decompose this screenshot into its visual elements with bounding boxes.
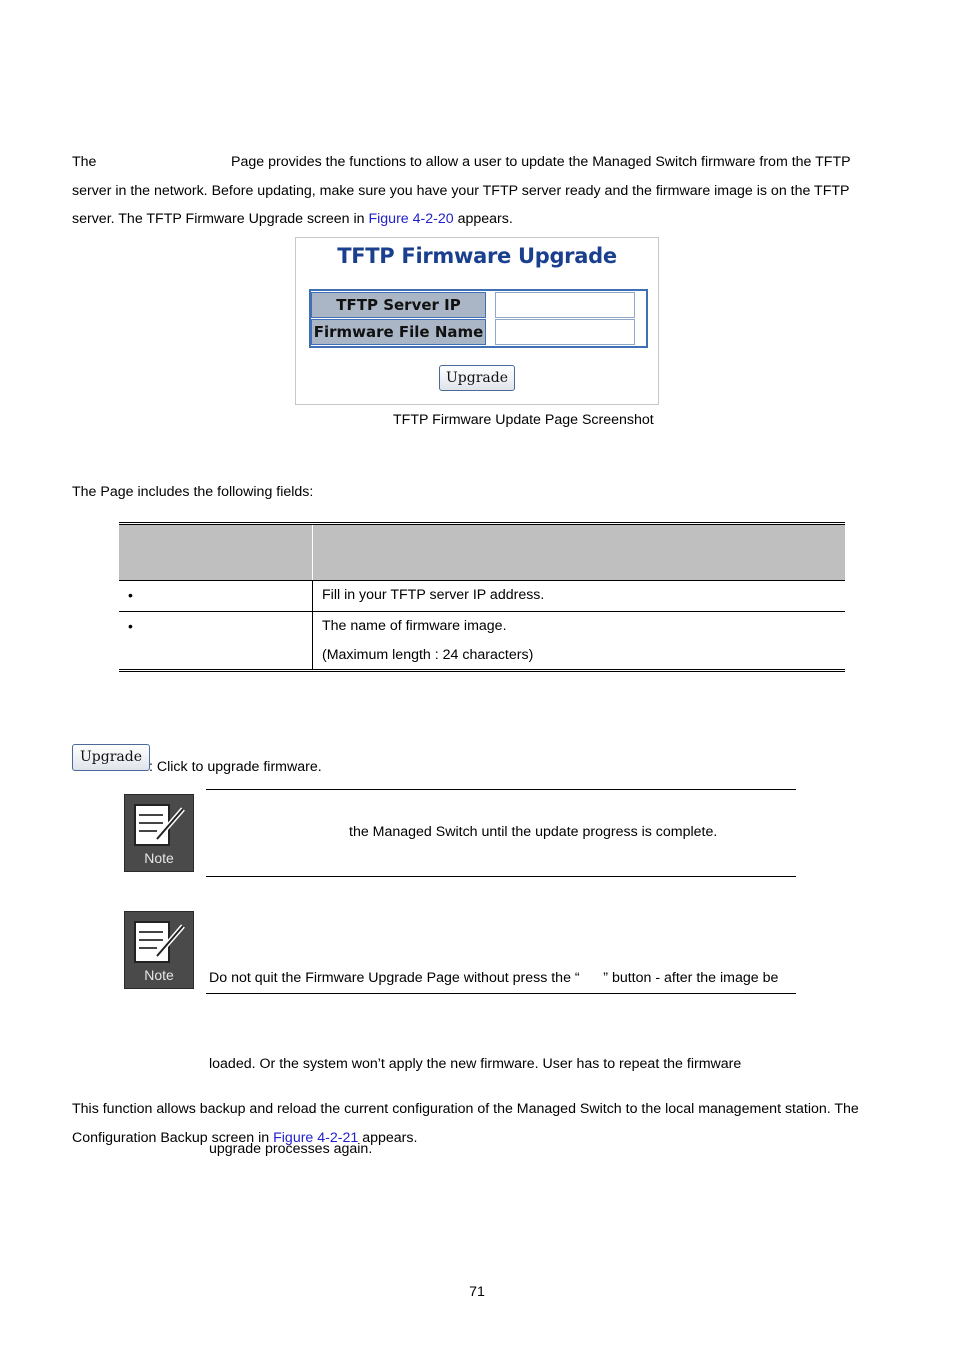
fields-table — [119, 522, 845, 672]
intro-text: server in the network. Before updating, make sure you have your TFTP server ready and the firmware image is on the TFTP — [72, 182, 850, 199]
note-icon-label: Note — [144, 850, 174, 866]
intro-text: server. The TFTP Firmware Upgrade screen in — [72, 211, 369, 227]
upgrade-button-description: : Click to upgrade firmware. — [149, 759, 322, 775]
firmware-file-name-input[interactable] — [495, 319, 635, 345]
page-number: 71 — [469, 1284, 485, 1300]
backup-text: This function allows backup and reload the current configuration of the Managed Switch to the local management station. The — [72, 1101, 859, 1117]
column-divider — [312, 525, 313, 580]
note-icon-label: Note — [144, 967, 174, 983]
table-bottom-rule — [119, 669, 845, 672]
column-divider — [312, 581, 313, 611]
figure-link[interactable]: Figure 4-2-21 — [273, 1129, 359, 1146]
row-bullet: • — [128, 587, 133, 603]
column-divider — [312, 612, 313, 669]
tftp-server-ip-input[interactable] — [495, 292, 635, 318]
screenshot-title: TFTP Firmware Upgrade — [337, 244, 617, 268]
firmware-file-name-label: Firmware File Name — [311, 319, 486, 345]
row-description: (Maximum length : 24 characters) — [322, 647, 534, 663]
note-icon — [124, 794, 194, 872]
row-bullet: • — [128, 618, 133, 634]
note-text: loaded. Or the system won’t apply the new firmware. User has to repeat the firmware — [209, 1055, 742, 1072]
intro-text: Page provides the functions to allow a user to update the Managed Switch firmware from the TFTP — [231, 154, 851, 170]
figure-caption: TFTP Firmware Update Page Screenshot — [393, 412, 654, 428]
fields-intro: The Page includes the following fields: — [72, 484, 314, 500]
intro-text: appears. — [453, 211, 513, 227]
note-icon — [124, 911, 194, 989]
table-row — [119, 612, 845, 669]
note-text: the Managed Switch until the update progress is complete. — [349, 824, 718, 840]
upgrade-button-image[interactable]: Upgrade — [72, 744, 150, 771]
row-description: Fill in your TFTP server IP address. — [322, 587, 545, 603]
row-description: The name of firmware image. — [322, 618, 507, 634]
upgrade-button[interactable]: Upgrade — [439, 365, 515, 391]
note-top-rule — [206, 789, 796, 790]
figure-link[interactable]: Figure 4-2-20 — [368, 211, 454, 227]
table-row — [119, 580, 845, 612]
note-bottom-rule — [206, 876, 796, 877]
note-bottom-rule — [206, 993, 796, 994]
tftp-upgrade-screenshot — [295, 237, 659, 405]
intro-text: The — [72, 154, 97, 170]
intro-paragraph — [72, 148, 882, 234]
upgrade-form-table — [309, 289, 648, 348]
backup-text: Configuration Backup screen in — [72, 1129, 274, 1146]
tftp-server-ip-label: TFTP Server IP — [311, 292, 486, 318]
backup-text: appears. — [358, 1129, 418, 1146]
backup-paragraph — [72, 1095, 902, 1152]
note-text: Do not quit the Firmware Upgrade Page without press the “ ” button - after the image be — [209, 970, 779, 986]
note-text: upgrade processes again. — [209, 1141, 373, 1157]
table-header-row — [119, 525, 845, 580]
